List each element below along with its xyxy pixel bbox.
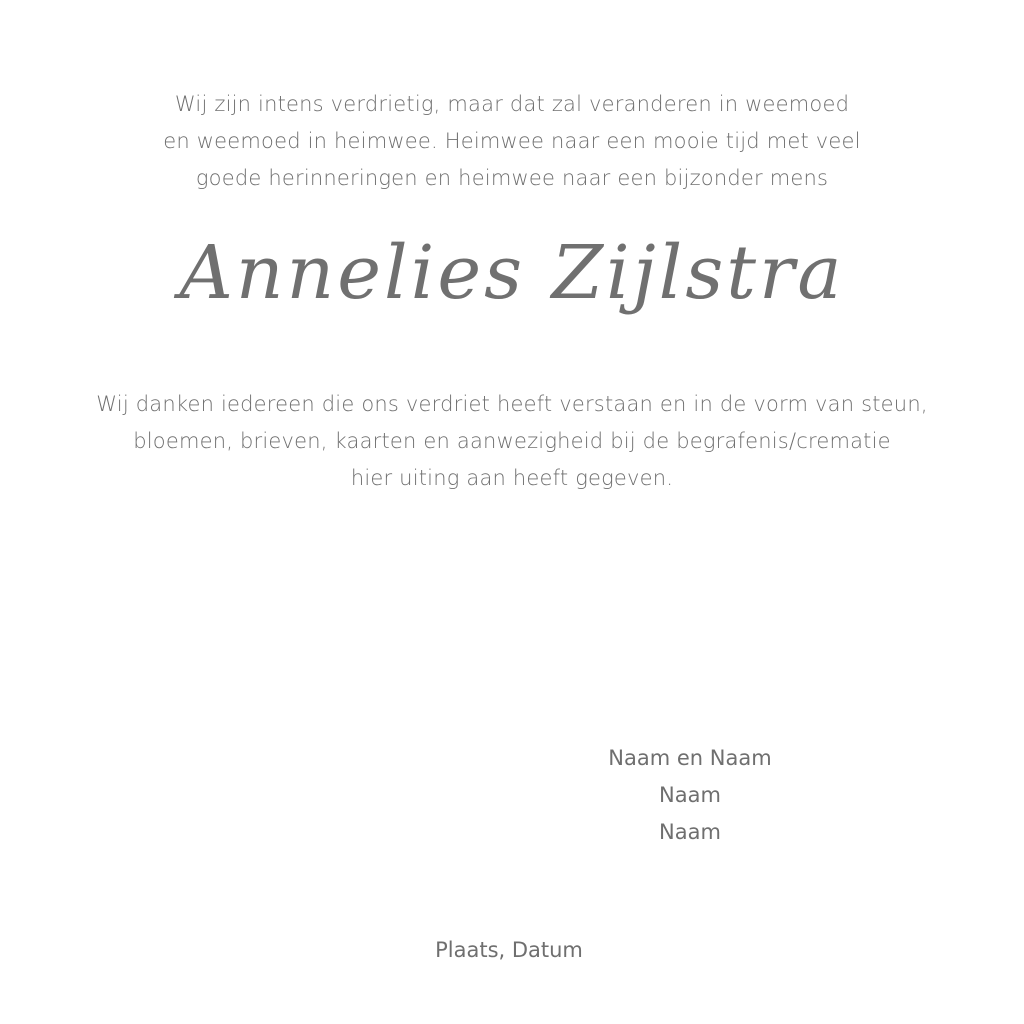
signers-block xyxy=(560,740,820,851)
place-date: Plaats, Datum xyxy=(435,938,583,962)
thanks-line: hier uiting aan heeft gegeven. xyxy=(350,466,674,490)
intro-text xyxy=(0,86,1024,197)
thanks-text xyxy=(0,386,1024,497)
signer-name: Naam xyxy=(659,820,721,844)
intro-line: Wij zijn intens verdrietig, maar dat zal veranderen in weemoed xyxy=(174,92,850,116)
intro-line: en weemoed in heimwee. Heimwee naar een mooie tijd met veel xyxy=(163,129,861,153)
deceased-name: Annelies Zijlstra xyxy=(179,230,845,316)
intro-line: goede herinneringen en heimwee naar een bijzonder mens xyxy=(195,166,829,190)
signer-name: Naam en Naam xyxy=(608,746,772,770)
thanks-line: Wij danken iedereen die ons verdriet heeft verstaan en in de vorm van steun, xyxy=(96,392,928,416)
thanks-line: bloemen, brieven, kaarten en aanwezigheid bij de begrafenis/crematie xyxy=(133,429,891,453)
signer-name: Naam xyxy=(659,783,721,807)
